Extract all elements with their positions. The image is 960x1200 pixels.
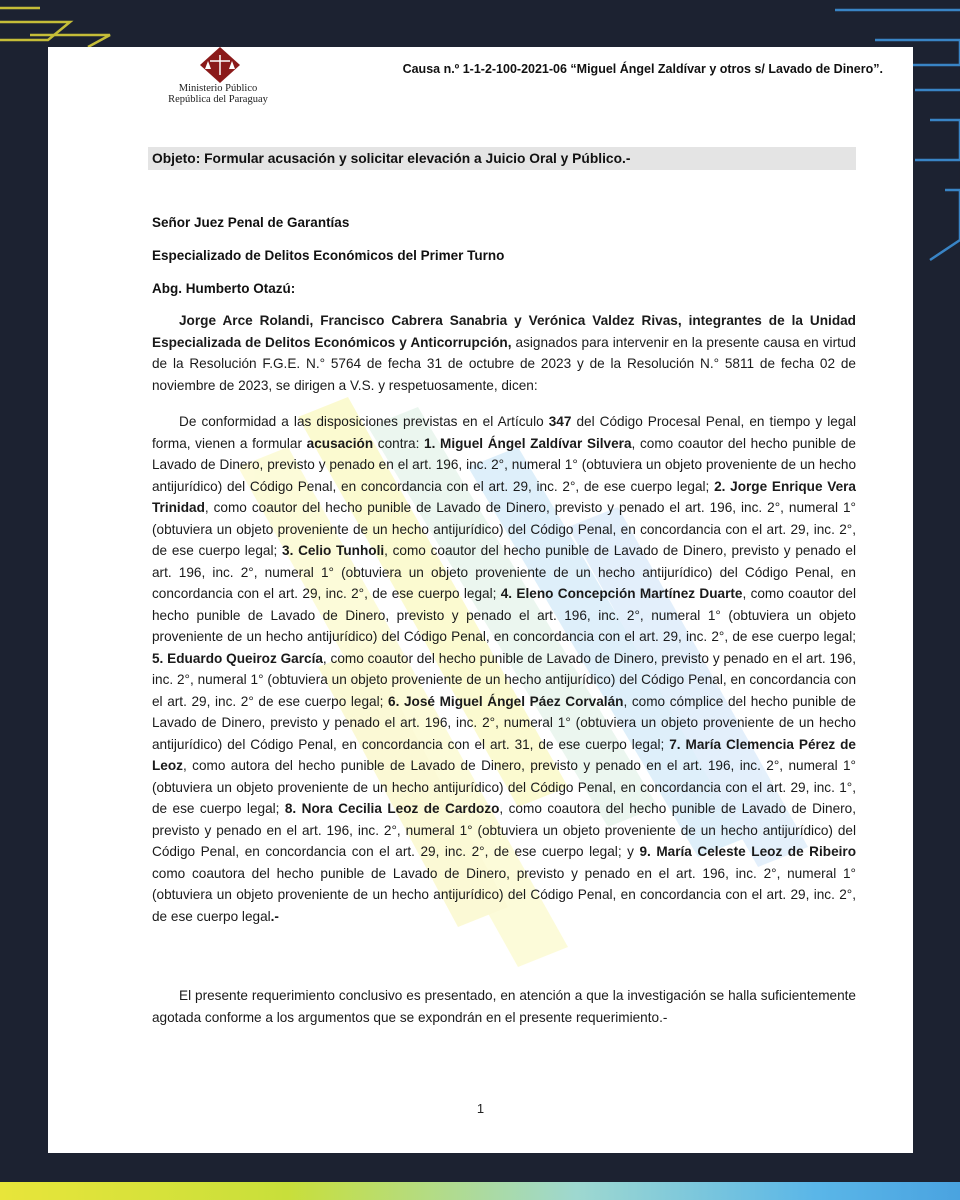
text-run: contra: (373, 435, 425, 451)
objeto-heading: Objeto: Formular acusación y solicitar elevación a Juicio Oral y Público.- (148, 147, 856, 170)
text-run: , como coautor del hecho punible de Lavado de Dinero, previsto y penado en el art. 196, inc. 2°, numeral 1° (obtuviera un objeto proveniente de un hecho antijurídico) del Código Penal, en concordancia con el art. 29, inc. 2° de ese cuerpo legal; (152, 650, 856, 709)
text-run: , como coautora del hecho punible de Lavado de Dinero, previsto y penado en el art. 196, inc. 2°, numeral 1° (obtuviera un objeto proveniente de un hecho antijurídico) del Código Penal, en concordancia con el art. 29, inc. 2°, de ese cuerpo legal; y (152, 801, 856, 859)
bold-text-run: acusación (306, 435, 374, 451)
addressee-line-3: Abg. Humberto Otazú: (152, 281, 296, 296)
bold-text-run: 8. Nora Cecilia Leoz de Cardozo (284, 801, 500, 816)
paragraph-accusation (152, 411, 856, 927)
bold-text-run: .- (270, 908, 279, 924)
bold-text-run: 5. Eduardo Queiroz García (152, 650, 323, 666)
document-page (48, 47, 913, 1153)
bold-text-run: 1. Miguel Ángel Zaldívar Silvera (424, 435, 632, 451)
text-run: , como coautor del hecho punible de Lavado de Dinero, previsto y penado el art. 196, inc. 2°, numeral 1° (obtuviera un objeto proveniente de un hecho antijurídico) del Código Penal, en concordancia con el art. 29, inc. 2°, de ese cuerpo legal; (152, 543, 856, 601)
addressee-line-1: Señor Juez Penal de Garantías (152, 215, 350, 230)
text-run: De conformidad a las disposiciones previstas en el Artículo (179, 414, 549, 429)
addressee-line-2: Especializado de Delitos Económicos del Primer Turno (152, 248, 505, 263)
bold-text-run: 2. Jorge Enrique Vera Trinidad (152, 478, 856, 515)
text-run: , como coautor del hecho punible de Lavado de Dinero, previsto y penado el art. 196, inc. 2°, numeral 1° (obtuviera un objeto proveniente de un hecho antijurídico) del Código Penal, en concordancia con el art. 29, inc. 2°, de ese cuerpo legal; (152, 500, 856, 558)
text-run: , como cómplice del hecho punible de Lavado de Dinero, previsto y penado el art. 196, inc. 2°, numeral 1° (obtuviera un objeto proveniente de un hecho antijurídico) del Código Penal, en concordancia con el art. 31, de ese cuerpo legal; (152, 693, 856, 752)
text-run: del Código Procesal Penal, en tiempo y legal forma, vienen a formular (152, 414, 856, 451)
bold-text-run: 4. Eleno Concepción Martínez Duarte (500, 586, 743, 601)
logo-line-1: Ministerio Público (178, 83, 258, 94)
bold-text-run: 7. María Clemencia Pérez de Leoz (152, 736, 856, 773)
text-run: , como coautor del hecho punible de Lavado de Dinero, previsto y penado en el art. 196, inc. 2°, numeral 1° (obtuviera un objeto proveniente de un hecho antijurídico) del Código Penal, en concordancia con el art. 29, inc. 2°, de ese cuerpo legal; (152, 435, 856, 494)
logo-line-2: República del Paraguay (168, 94, 268, 105)
logo-caption (158, 83, 278, 105)
bold-text-run: 347 (548, 414, 572, 429)
text-run: , como coautor del hecho punible de Lavado de Dinero, previsto y penado el art. 196, inc. 2°, numeral 1° (obtuviera un objeto proveniente de un hecho antijurídico) del Código Penal, en concordancia con el art. 29, inc. 2°, de ese cuerpo legal; (152, 586, 856, 644)
page-number: 1 (476, 1101, 485, 1116)
text-run: asignados para intervenir en la presente causa en virtud de la Resolución F.G.E. N.° 5764 de fecha 31 de octubre de 2023 y de la Resolución N.° 5811 de fecha 02 de noviembre de 2023, se dirigen a V.S. y respetuosamente, dicen: (152, 334, 856, 393)
text-run: como coautora del hecho punible de Lavado de Dinero, previsto y penado en el art. 196, inc. 2°, numeral 1° (obtuviera un objeto proveniente de un hecho antijurídico) del Código Penal, en concordancia con el art. 29, inc. 2°, de ese cuerpo legal (152, 865, 856, 924)
text-run: , como autora del hecho punible de Lavado de Dinero, previsto y penado en el art. 196, inc. 2°, numeral 1° (obtuviera un objeto proveniente de un hecho antijurídico) del Código Penal, en concordancia con el art. 29, inc. 1°, de ese cuerpo legal; (152, 758, 856, 816)
bold-text-run: 6. José Miguel Ángel Páez Corvalán (388, 693, 624, 709)
paragraph-intro (152, 310, 856, 396)
bold-text-run: 9. María Celeste Leoz de Ribeiro (639, 844, 856, 859)
text-run: El presente requerimiento conclusivo es presentado, en atención a que la investigación se halla suficientemente agotada conforme a los argumentos que se expondrán en el presente requerimiento.- (152, 988, 856, 1025)
case-reference: Causa n.º 1-1-2-100-2021-06 “Miguel Ángel Zaldívar y otros s/ Lavado de Dinero”. (402, 62, 883, 76)
bottom-gradient-stripe (0, 1182, 960, 1200)
paragraph-conclusion (152, 985, 856, 1028)
bold-text-run: 3. Celio Tunholi (282, 543, 385, 558)
bold-text-run: Jorge Arce Rolandi, Francisco Cabrera Sanabria y Verónica Valdez Rivas, integrantes de la Unidad Especializada de Delitos Económicos y Anticorrupción, (152, 313, 856, 350)
ministerio-publico-logo (160, 47, 280, 117)
